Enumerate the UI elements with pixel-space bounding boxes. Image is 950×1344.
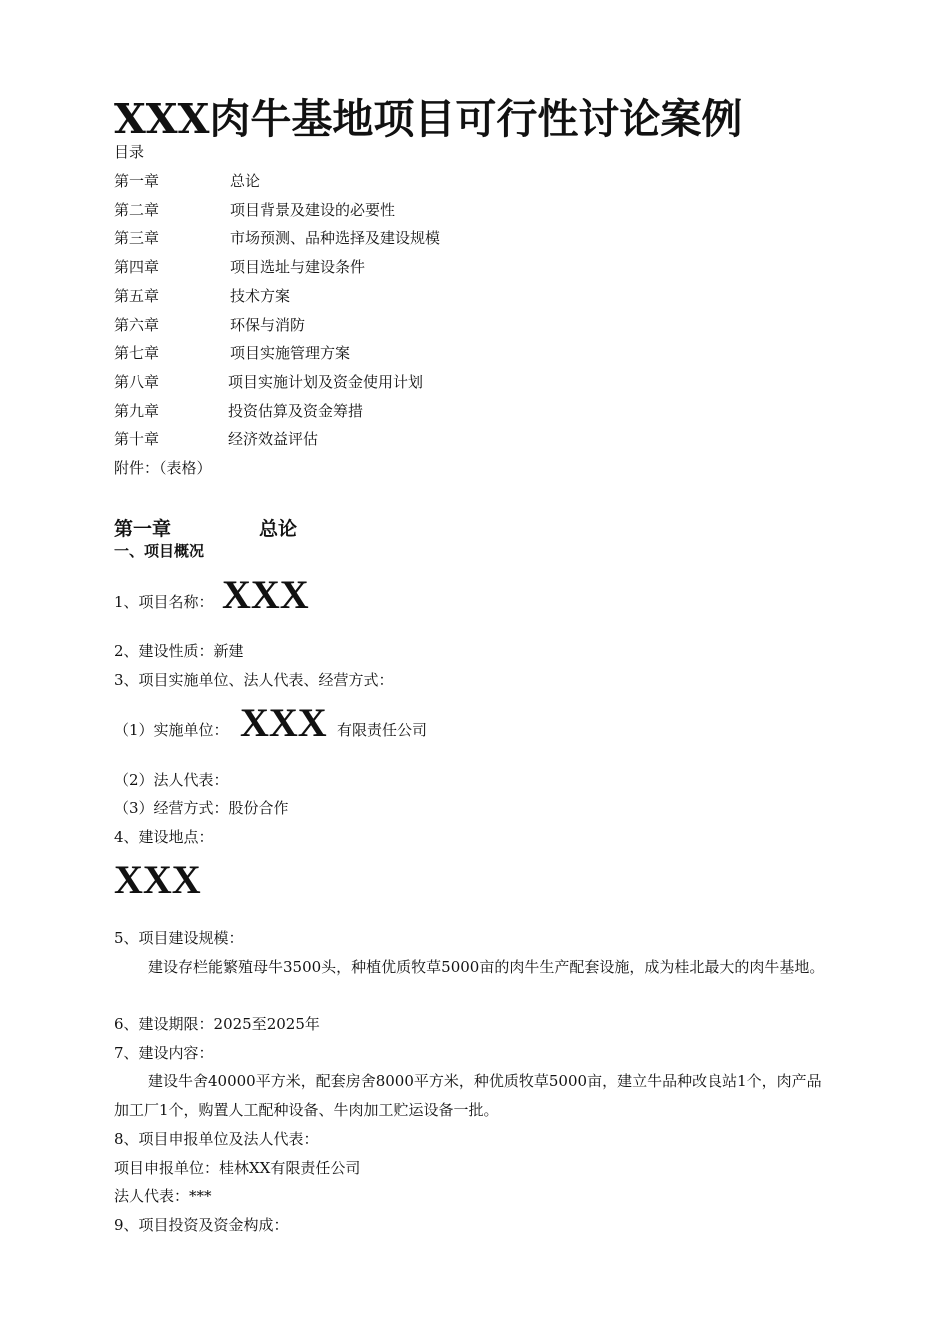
chapter-number: 第一章 (114, 518, 172, 540)
toc-item-title: 项目背景及建设的必要性 (230, 201, 396, 219)
applicant-representative: 法人代表：*** (114, 1187, 212, 1205)
implementation-unit-suffix: 有限责任公司 (337, 721, 428, 739)
implementation-unit-value: XXX (240, 700, 327, 745)
implementation-info-label: 3、项目实施单位、法人代表、经营方式： (114, 671, 394, 689)
construction-site-label: 4、建设地点： (114, 828, 214, 846)
applicant-unit: 项目申报单位：桂林XX有限责任公司 (114, 1159, 361, 1177)
document-title: XXX肉牛基地项目可行性讨论案例 (114, 95, 743, 143)
applicant-label: 8、项目申报单位及法人代表： (114, 1130, 319, 1148)
toc-item-num: 第三章 (114, 229, 160, 247)
construction-content-text: 建设牛舍40000平方米，配套房舍8000平方米，种优质牧草5000亩，建立牛品种改良站1个，肉产品加工厂1个，购置人工配种设备、牛肉加工贮运设备一批。 (114, 1072, 822, 1119)
section-heading: 一、项目概况 (114, 542, 205, 560)
toc-item-title: 项目选址与建设条件 (230, 258, 366, 276)
toc-item-num: 第二章 (114, 201, 160, 219)
toc-item-num: 第六章 (114, 316, 160, 334)
toc-item-num: 第四章 (114, 258, 160, 276)
toc-appendix: 附件：（表格） (114, 459, 212, 477)
toc-item-title: 项目实施管理方案 (230, 344, 351, 362)
toc-item-title: 总论 (230, 172, 261, 190)
construction-nature: 2、建设性质：新建 (114, 642, 244, 660)
toc-item-title: 投资估算及资金筹措 (228, 402, 364, 420)
toc-item-title: 经济效益评估 (228, 430, 319, 448)
project-name-value: XXX (222, 572, 309, 617)
toc-item-title: 市场预测、品种选择及建设规模 (230, 229, 441, 247)
toc-label: 目录 (114, 143, 145, 161)
construction-scale-text: 建设存栏能繁殖母牛3500头，种植优质牧草5000亩的肉牛生产配套设施，成为桂北最大的肉牛基地。 (148, 958, 825, 976)
legal-representative: （2）法人代表： (114, 771, 229, 789)
investment-label: 9、项目投资及资金构成： (114, 1216, 289, 1234)
toc-item-num: 第十章 (114, 430, 160, 448)
toc-item-title: 项目实施计划及资金使用计划 (228, 373, 424, 391)
chapter-title: 总论 (259, 518, 298, 540)
implementation-unit-label: （1）实施单位： (114, 721, 229, 739)
toc-item-title: 技术方案 (230, 287, 291, 305)
construction-period: 6、建设期限：2025至2025年 (114, 1015, 320, 1033)
project-name-label: 1、项目名称： (114, 593, 214, 611)
toc-item-num: 第九章 (114, 402, 160, 420)
construction-scale-label: 5、项目建设规模： (114, 929, 244, 947)
toc-item-title: 环保与消防 (230, 316, 306, 334)
toc-item-num: 第七章 (114, 344, 160, 362)
construction-content-label: 7、建设内容： (114, 1044, 214, 1062)
construction-site-value: XXX (114, 857, 201, 902)
toc-item-num: 第五章 (114, 287, 160, 305)
toc-item-num: 第一章 (114, 172, 160, 190)
business-mode: （3）经营方式：股份合作 (114, 799, 289, 817)
toc-item-num: 第八章 (114, 373, 160, 391)
